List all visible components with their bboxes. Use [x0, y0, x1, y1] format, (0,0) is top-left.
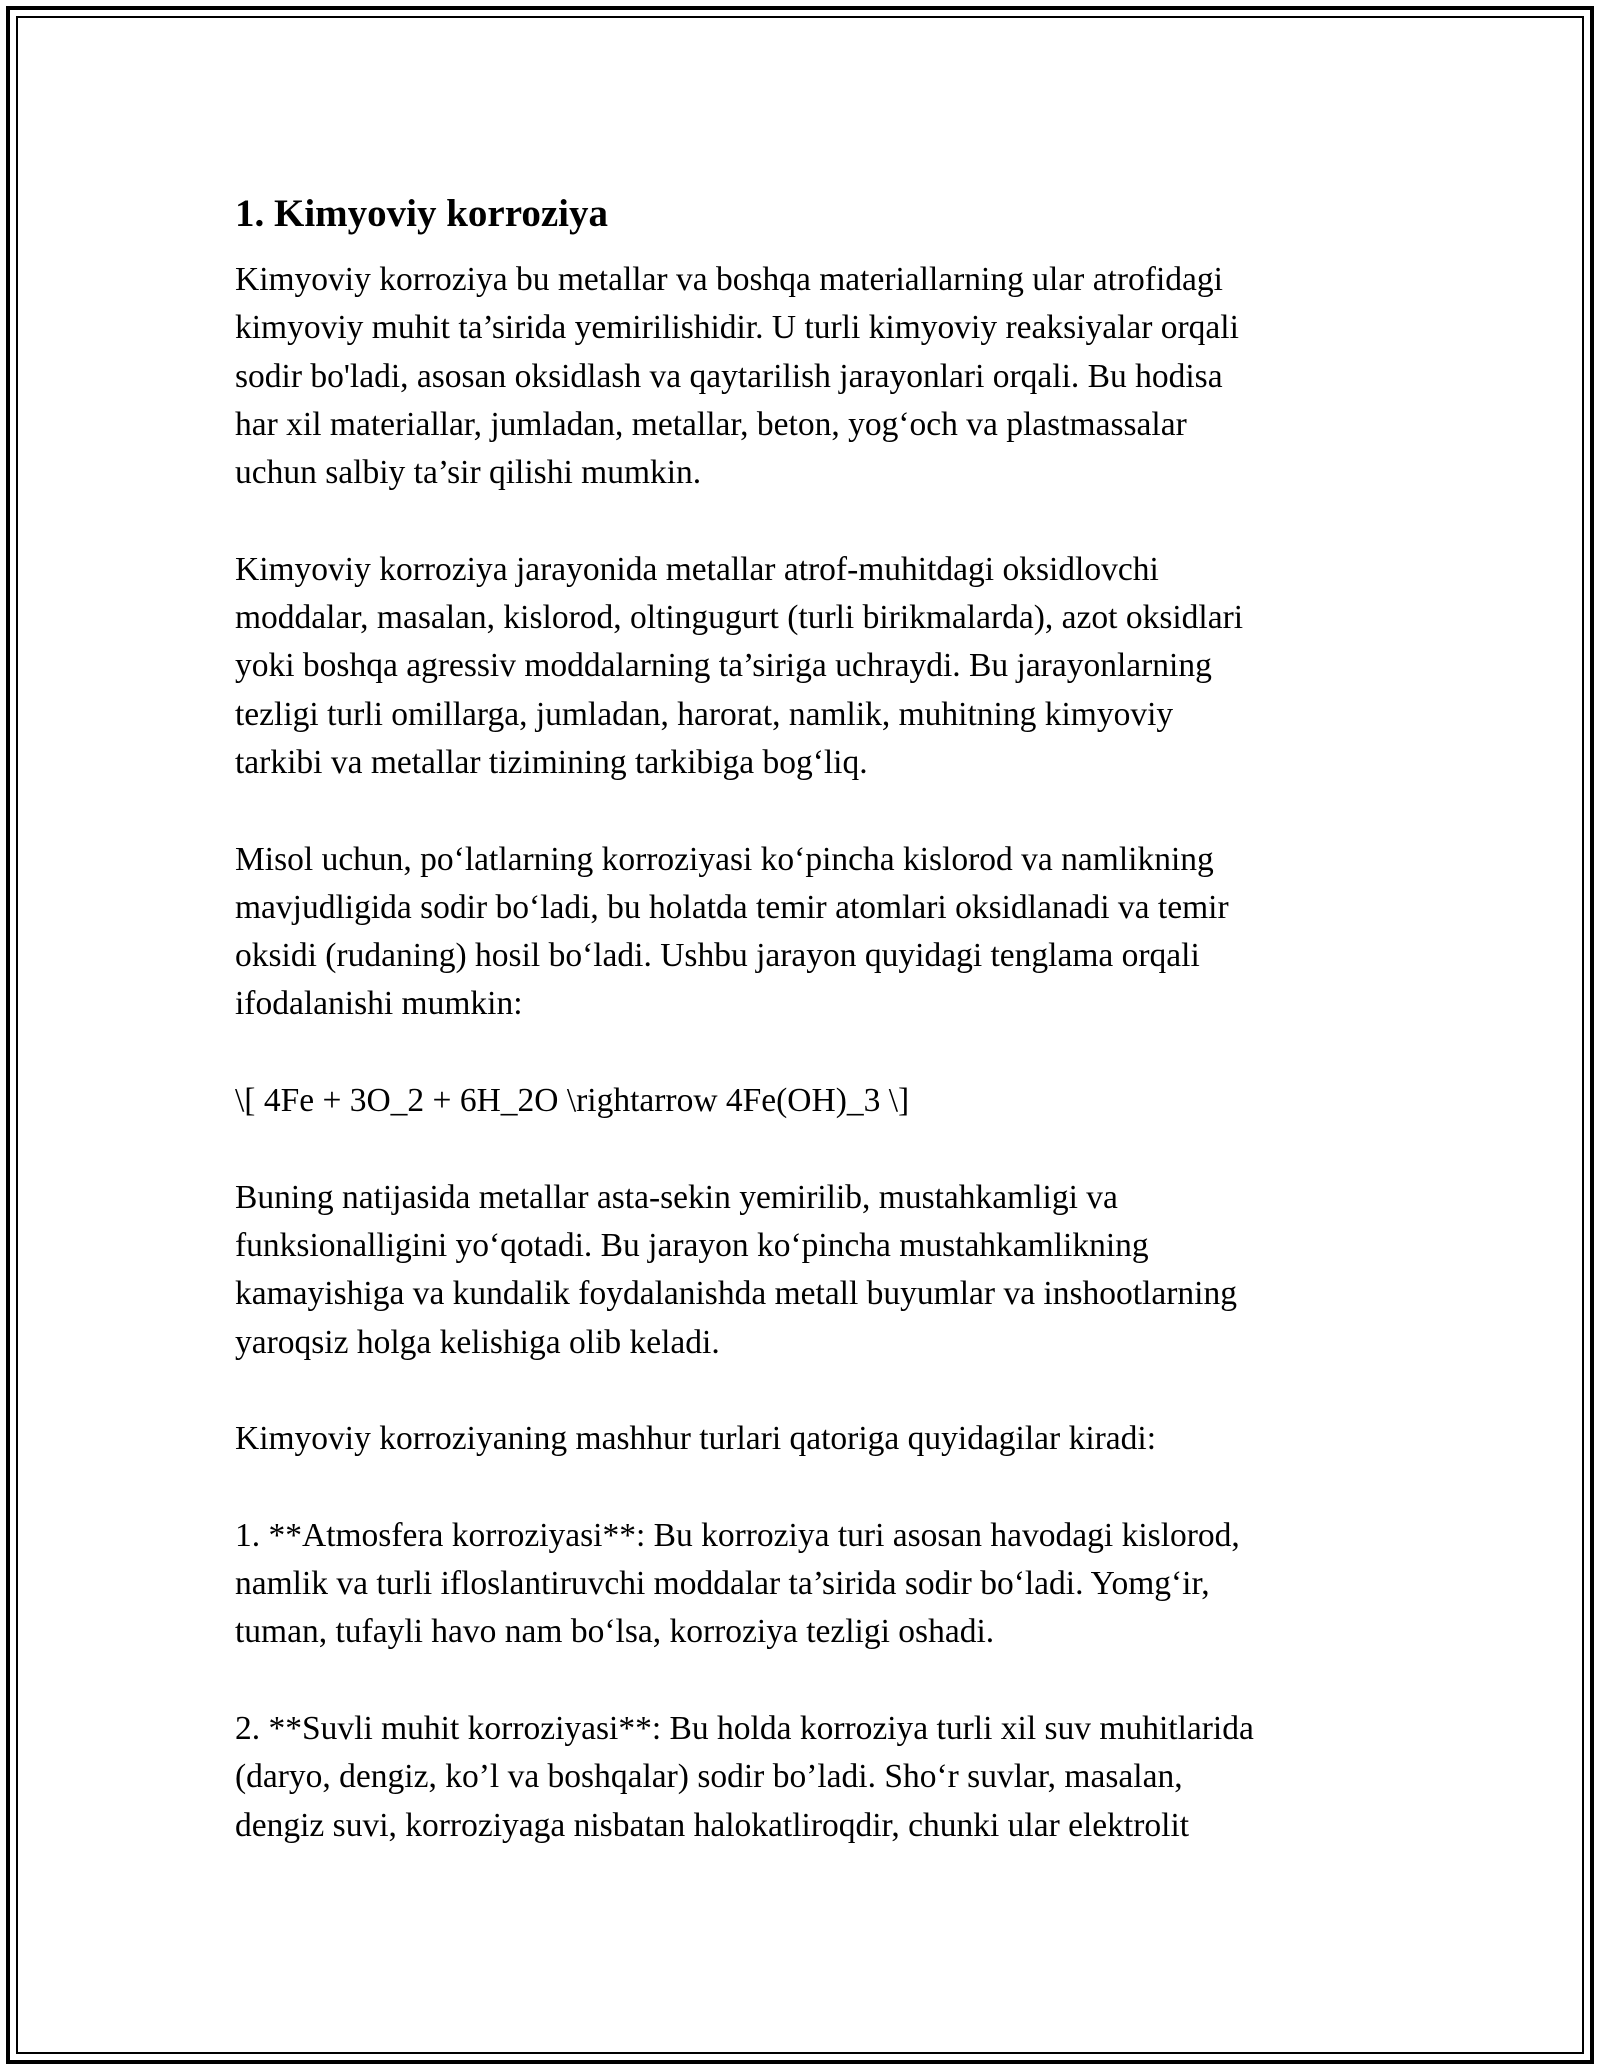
list-item-aqueous: 2. **Suvli muhit korroziyasi**: Bu holda korroziya turli xil suv muhitlarida (daryo, dengiz, ko’l va boshqalar) sodir bo’ladi. Sho‘r suvlar, masalan, dengiz suvi, korroziyaga nisbatan halokatliroqdir, chunki ular elektrolit	[235, 1709, 1254, 1844]
list-item-atmospheric: 1. **Atmosfera korroziyasi**: Bu korroziya turi asosan havodagi kislorod, namlik va turli ifloslantiruvchi moddalar ta’sirida sodir bo‘ladi. Yomg‘ir, tuman, tufayli havo nam bo‘lsa, korroziya tezligi oshadi.	[235, 1516, 1240, 1651]
paragraph-example: Misol uchun, po‘latlarning korroziyasi ko‘pincha kislorod va namlikning mavjudligida sodir bo‘ladi, bu holatda temir atomlari oksidlanadi va temir oksidi (rudaning) hosil bo‘ladi. Ushbu jarayon quyidagi tenglama orqali ifodalanishi mumkin:	[235, 840, 1229, 1023]
paragraph-types-intro: Kimyoviy korroziyaning mashhur turlari qatoriga quyidagilar kiradi:	[235, 1420, 1157, 1458]
paragraph-intro: Kimyoviy korroziya bu metallar va boshqa materiallarning ular atrofidagi kimyoviy muhit ta’sirida yemirilishidir. U turli kimyoviy reaksiyalar orqali sodir bo'ladi, asosan oksidlash va qaytarilish jarayonlari orqali. Bu hodisa har xil materiallar, jumladan, metallar, beton, yog‘och va plastmassalar uchun salbiy ta’sir qilishi mumkin.	[235, 261, 1239, 492]
equation: \[ 4Fe + 3O_2 + 6H_2O \rightarrow 4Fe(OH)_3 \]	[235, 1082, 910, 1120]
document-body	[235, 186, 1375, 1898]
paragraph-process: Kimyoviy korroziya jarayonida metallar atrof-muhitdagi oksidlovchi moddalar, masalan, kislorod, oltingugurt (turli birikmalarda), azot oksidlari yoki boshqa agressiv moddalarning ta’siriga uchraydi. Bu jarayonlarning tezligi turli omillarga, jumladan, harorat, namlik, muhitning kimyoviy tarkibi va metallar tizimining tarkibiga bog‘liq.	[235, 550, 1244, 781]
section-heading: 1. Kimyoviy korroziya	[235, 192, 608, 235]
paragraph-result: Buning natijasida metallar asta-sekin yemirilib, mustahkamligi va funksionalligini yo‘qotadi. Bu jarayon ko‘pincha mustahkamlikning kamayishiga va kundalik foydalanishda metall buyumlar va inshootlarning yaroqsiz holga kelishiga olib keladi.	[235, 1178, 1237, 1361]
